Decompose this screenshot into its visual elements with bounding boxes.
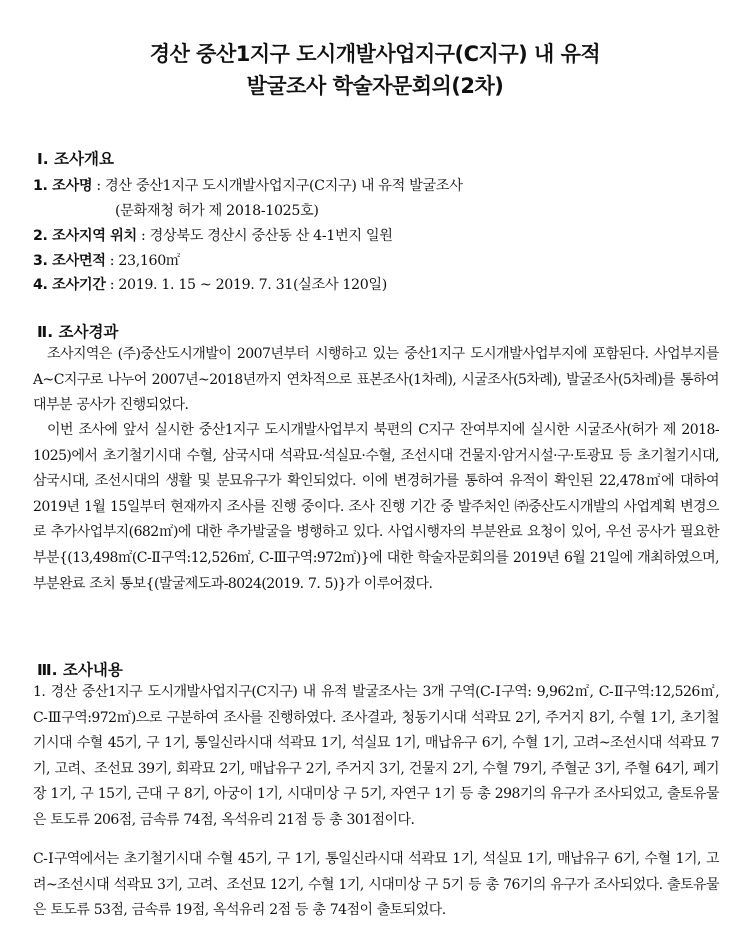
section-3-paragraph-2: C-Ⅰ구역에서는 초기철기시대 수혈 45기, 구 1기, 통일신라시대 석곽묘 1기, 석실묘 1기, 매납유구 6기, 수혈 1기, 고려~조선시대 석곽묘 3기, 고려、조선묘 12기, 수혈 1기, 시대미상 구 5기 등 총 76기의 유구가 조사되었다. 출토유물은 토도류 53점, 금속류 19점, 옥석유리 2점 등 총 74점이 출토되었다. — [33, 851, 719, 919]
permit-value: (문화재청 허가 제 2018-1025호) — [115, 203, 319, 219]
location-label: 2. 조사지역 위치 — [33, 228, 137, 244]
section-2-paragraph-2: 이번 조사에 앞서 실시한 중산1지구 도시개발사업부지 북편의 C지구 잔여부지에 실시한 시굴조사(허가 제 2018-1025)에서 초기철기시대 수혈, 삼국시대 석곽묘·석실묘·수혈, 조선시대 건물지·암거시설·구·토광묘 등 초기철기시대, 삼국시대, 조선시대의 생활 및 분묘유구가 확인되었다. 이에 변경허가를 통하여 유적이 확인된 22,478㎡에 대하여 2019년 1월 15일부터 현재까지 조사를 진행 중이다. 조사 진행 기간 중 발주처인 ㈜중산도시개발의 사업계획 변경으로 추가사업부지(682㎡)에 대한 추가발굴을 병행하고 있다. 사업시행자의 부분완료 요청이 있어, 우선 공사가 필요한 부분{(13,498㎡(C-Ⅱ구역:12,526㎡, C-Ⅲ구역:972㎡)}에 대한 학술자문회의를 2019년 6월 21일에 개최하였으며, 부분완료 조치 통보{(발굴제도과-8024(2019. 7. 5)}가 이루어졌다. — [33, 422, 719, 592]
area-label: 3. 조사면적 — [33, 253, 106, 269]
period-value: : 2019. 1. 15 ~ 2019. 7. 31(실조사 120일) — [109, 277, 387, 293]
survey-name-row — [33, 175, 463, 195]
location-value: : 경상북도 경산시 중산동 산 4-1번지 일원 — [141, 228, 393, 244]
permit-row — [115, 200, 319, 220]
area-row — [33, 250, 180, 270]
period-label: 4. 조사기간 — [33, 277, 106, 293]
period-row — [33, 274, 387, 294]
section-3-paragraph-1: 1. 경산 중산1지구 도시개발사업지구(C지구) 내 유적 발굴조사는 3개 구역(C-Ⅰ구역: 9,962㎡, C-Ⅱ구역:12,526㎡, C-Ⅲ구역:972㎡)으로 구분하여 조사를 진행하였다. 조사결과, 청동기시대 석곽묘 2기, 주거지 8기, 수혈 1기, 초기철기시대 수혈 45기, 구 1기, 통일신라시대 석곽묘 1기, 석실묘 1기, 매납유구 6기, 수혈 1기, 고려~조선시대 석곽묘 7기, 고려、조선묘 39기, 회곽묘 2기, 매납유구 2기, 주거지 3기, 건물지 2기, 수혈 79기, 주혈군 3기, 주혈 64기, 폐기장 1기, 구 15기, 근대 구 8기, 아궁이 1기, 시대미상 구 5기, 자연구 1기 등 총 298기의 유구가 조사되었고, 출토유물은 토도류 206점, 금속류 74점, 옥석유리 21점 등 총 301점이다. — [33, 684, 719, 828]
area-value: : 23,160㎡ — [109, 253, 180, 269]
section-2-heading: Ⅱ. 조사경과 — [37, 323, 119, 341]
survey-name-label: 1. 조사명 — [33, 178, 93, 194]
survey-name-value: : 경산 중산1지구 도시개발사업지구(C지구) 내 유적 발굴조사 — [96, 178, 463, 194]
title-line-2: 발굴조사 학술자문회의(2차) — [246, 74, 504, 98]
title-line-1: 경산 중산1지구 도시개발사업지구(C지구) 내 유적 — [149, 42, 601, 66]
section-3-heading: Ⅲ. 조사내용 — [37, 661, 123, 679]
section-2-paragraph-1: 조사지역은 (주)중산도시개발이 2007년부터 시행하고 있는 중산1지구 도시개발사업부지에 포함된다. 사업부지를 A~C지구로 나누어 2007년~2018년까지 연차적으로 표본조사(1차례), 시굴조사(5차례), 발굴조사(5차례)를 통하여 대부분 공사가 진행되었다. — [33, 346, 719, 414]
location-row — [33, 225, 393, 245]
section-1-heading: Ⅰ. 조사개요 — [37, 150, 114, 168]
